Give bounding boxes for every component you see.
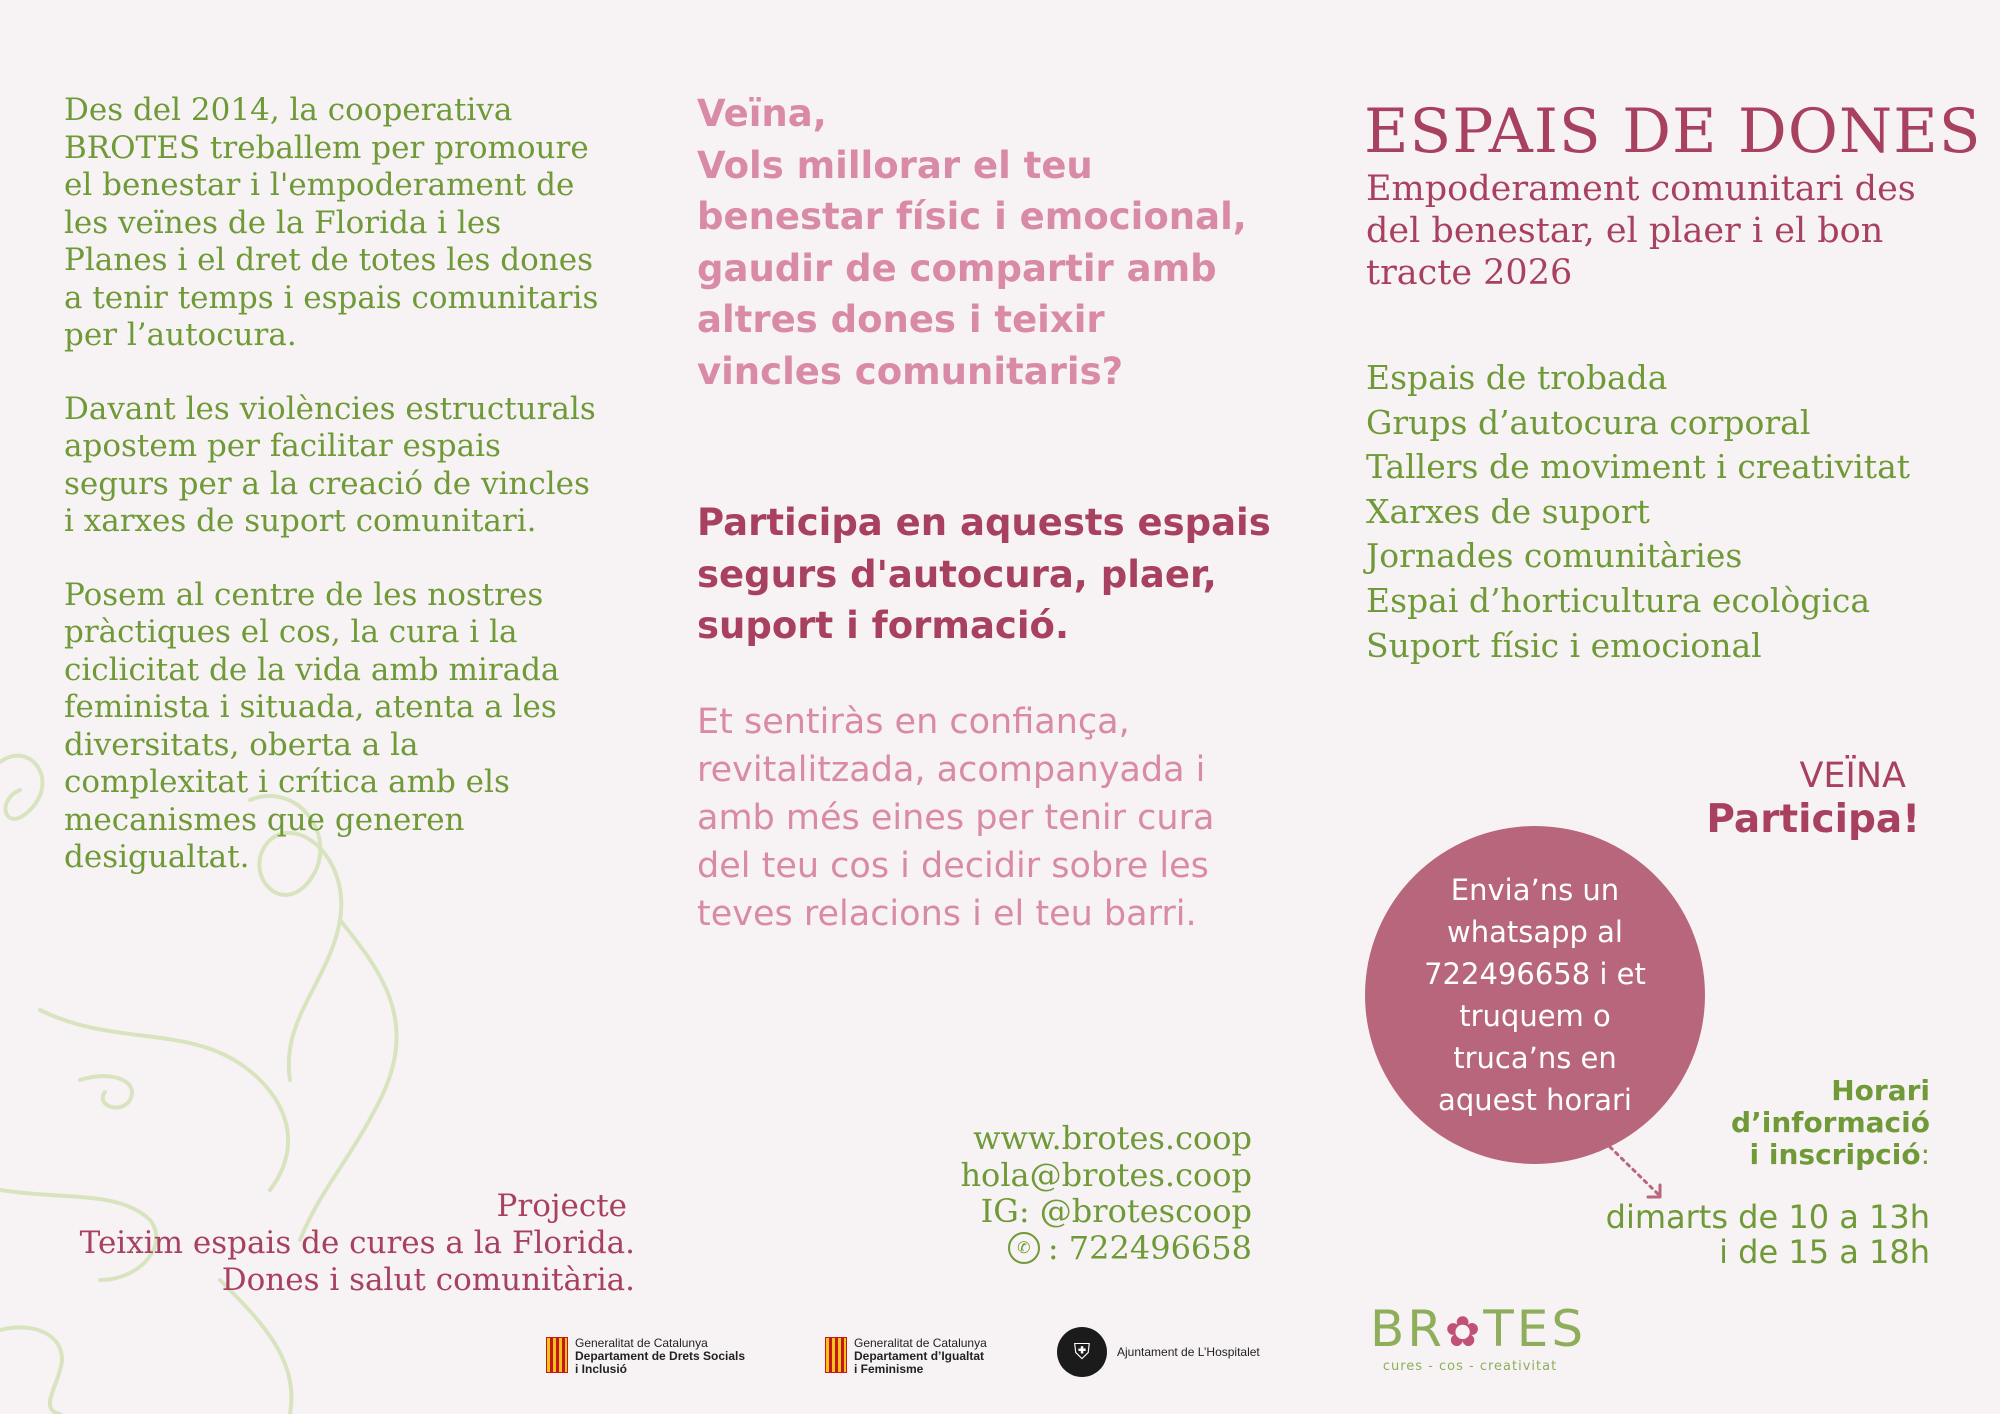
coat-of-arms-icon: ⛨ (1057, 1327, 1107, 1377)
project-line: Dones i salut comunitària. (221, 1262, 635, 1298)
flower-icon: ✿ (1445, 1307, 1484, 1356)
ajuntament-logo (1057, 1327, 1260, 1377)
logo-text: i Inclusió (575, 1362, 628, 1376)
greeting: Veïna, (697, 92, 827, 135)
phone-row[interactable] (900, 1230, 1252, 1267)
page-title: ESPAIS DE DONES (1364, 96, 1982, 167)
logo-text: BR (1370, 1300, 1446, 1358)
list-item: Suport físic i emocional (1366, 625, 1762, 665)
email-link[interactable]: hola@brotes.coop (960, 1155, 1252, 1194)
schedule-title (1620, 1075, 1930, 1171)
logo-text: Generalitat de Catalunya (575, 1336, 708, 1350)
schedule-title-line: i inscripció (1749, 1138, 1921, 1171)
benefits-text: Et sentiràs en confiança, revitalitzada, acompanyada i amb més eines per tenir cura del teu cos i decidir sobre les teves relacions i el teu barri. (697, 702, 1215, 934)
list-item: Espais de trobada (1366, 358, 1668, 397)
logo-text: i Feminisme (854, 1362, 924, 1376)
schedule-title-line: d’informació (1731, 1106, 1930, 1139)
website-link[interactable]: www.brotes.coop (973, 1119, 1252, 1157)
intro-paragraph: Posem al centre de les nostres pràctiques el cos, la cura i la ciclicitat de la vida amb mirada feminista i situada, atenta a les diversitats, oberta a la complexitat i crítica amb els mecanismes que generen desigualtat. (64, 576, 560, 875)
intro-paragraph: Davant les violències estructurals apostem per facilitar espais segurs per a la creació de vincles i xarxes de suport comunitari. (64, 390, 596, 539)
activities-list (1366, 356, 1926, 668)
project-label: Projecte (496, 1188, 627, 1224)
schedule-line: i de 15 a 18h (1719, 1233, 1930, 1271)
veina-label: VEÏNA (1799, 756, 1906, 796)
list-item: Jornades comunitàries (1366, 536, 1743, 576)
logo-text: Generalitat de Catalunya (854, 1336, 987, 1350)
participate-heading (1600, 754, 1920, 842)
phone-icon: ✆ (1008, 1232, 1040, 1264)
logo-text: Departament d’Igualtat (854, 1349, 985, 1363)
intro-text (64, 92, 604, 913)
intro-paragraph: Des del 2014, la cooperativa BROTES treballem per promoure el benestar i l'empoderament de les veïnes de la Florida i les Planes i el dret de totes les dones a tenir temps i espais comunitaris per l’autocura. (64, 92, 599, 353)
list-item: Espai d’horticultura ecològica (1366, 580, 1871, 620)
logo-text: TES (1483, 1300, 1587, 1358)
generalitat-drets-socials-logo (546, 1337, 745, 1376)
instagram-link[interactable]: IG: @brotescoop (980, 1192, 1252, 1230)
participa-label: Participa! (1706, 797, 1920, 842)
contact-info (900, 1120, 1252, 1266)
list-item: Tallers de moviment i creativitat (1366, 447, 1911, 487)
senyera-icon (825, 1337, 847, 1373)
project-credit (60, 1188, 635, 1299)
logo-text: Ajuntament de L’Hospitalet (1117, 1345, 1260, 1359)
invitation-question (697, 88, 1257, 397)
phone-number: : 722496658 (1047, 1228, 1252, 1267)
page-subtitle: Empoderament comunitari des del benestar, el plaer i el bon tracte 2026 (1366, 169, 1916, 293)
question: Vols millorar el teu benestar físic i emocional, gaudir de compartir amb altres dones i teixir vincles comunitaris? (697, 143, 1247, 393)
schedule-line: dimarts de 10 a 13h (1605, 1198, 1930, 1236)
list-item: Xarxes de suport (1366, 491, 1650, 531)
brotes-tagline: cures - cos - creativitat (1382, 1359, 1558, 1374)
generalitat-igualtat-logo (825, 1337, 987, 1376)
whatsapp-text: Envia’ns un whatsapp al 722496658 i et truquem o truca’ns en aquest horari (1424, 873, 1646, 1117)
schedule-title-line: Horari (1831, 1074, 1930, 1107)
list-item: Grups d’autocura corporal (1366, 402, 1811, 442)
logo-text: Departament de Drets Socials (575, 1349, 746, 1363)
schedule-colon: : (1920, 1138, 1930, 1171)
project-line: Teixim espais de cures a la Florida. (79, 1225, 635, 1261)
senyera-icon (546, 1337, 568, 1373)
call-to-action: Participa en aquests espais segurs d'autocura, plaer, suport i formació. (697, 501, 1271, 647)
schedule-hours (1560, 1200, 1930, 1270)
brotes-logo (1370, 1300, 1587, 1375)
